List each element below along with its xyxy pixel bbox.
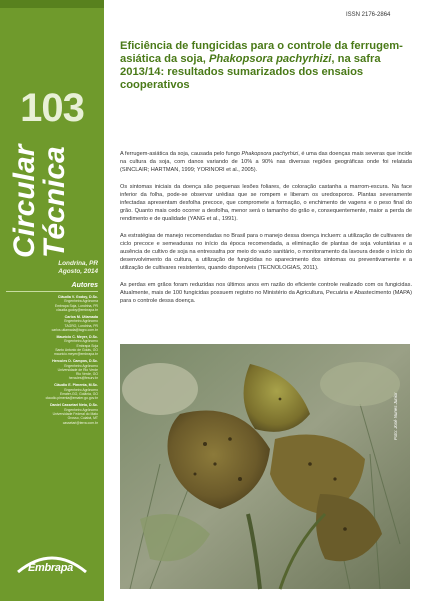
date: Agosto, 2014 xyxy=(58,268,98,275)
author-detail: Engenheiro Agrônomo xyxy=(64,363,98,368)
author-name: Cláudia V. Godoy, D.Sc. xyxy=(57,295,98,299)
embrapa-logo xyxy=(8,548,96,582)
soybean-rust-photo xyxy=(120,344,410,589)
p1-b: , é uma das doenças mais severas que incide na cultura da soja, com danos variando de 10% a 90% nas diversas regiões geográficas onde foi relatada (SINCLAIR; HARTMAN, 1999; YORINORI et al., 2005). xyxy=(120,151,412,174)
author-entry xyxy=(0,295,98,312)
paragraph-1 xyxy=(120,150,412,175)
title-part-2: , na safra 2013/14: resultados sumarizados dos ensaios cooperativos xyxy=(120,53,381,91)
p1-species: Phakopsora pachyrhizi xyxy=(241,151,299,157)
author-detail: mauricio.meyer@embrapa.br xyxy=(54,352,98,357)
author-entry xyxy=(0,403,98,424)
author-entry xyxy=(0,315,98,332)
logo-wordmark: Embrapa xyxy=(28,562,73,574)
document-title xyxy=(120,40,410,92)
author-detail: Universidade de Rio Verde xyxy=(57,367,98,372)
series-title-line-2: Técnica xyxy=(38,146,71,258)
paragraph-2: Os sintomas iniciais da doença são pequenas lesões foliares, de coloração castanha a marrom-escura. Na face inferior da folha, pode-se observar urédias que se rompem e liberam os uredosporos. Plantas severamente infectadas apresentam desfolha precoce, que compromete a formação, o enchimento de vagens e o peso final do grão. Quanto mais cedo ocorrer a desfolha, menor será o tamanho do grão e, consequentemente, maior a perda de rendimento e de qualidade (YANG et al., 1991). xyxy=(120,183,412,223)
authors-list xyxy=(0,295,98,428)
author-detail: Engenheiro Agrônomo xyxy=(64,319,98,324)
authors-heading: Autores xyxy=(71,282,98,289)
publication-number: 103 xyxy=(20,86,84,130)
sidebar xyxy=(0,0,104,601)
author-detail: claudia.godoy@embrapa.br xyxy=(56,307,98,312)
series-title xyxy=(8,140,92,260)
author-detail: Engenheiro Agrônomo xyxy=(64,387,98,392)
author-entry xyxy=(0,383,98,400)
author-detail: hercules@fesurv.br xyxy=(68,376,98,381)
author-detail: Santo Antonio de Goiás, GO xyxy=(55,347,98,352)
author-name: Cláudio E. Pimenta, M.Sc. xyxy=(54,383,98,388)
author-entry xyxy=(0,335,98,356)
author-detail: Engenheiro Agrônomo xyxy=(64,407,98,412)
paragraph-4: As perdas em grãos foram reduzidas nos últimos anos em razão do eficiente controle realizado com os fungicidas. Atualmente, mais de 100 fungicidas possuem registro no Ministério da Agricultura, Pecuária e Abastecimento (MAPA) para o controle dessa doença. xyxy=(120,281,412,305)
series-title-graphic xyxy=(8,140,92,260)
p1-a: A ferrugem-asiática da soja, causada pelo fungo xyxy=(120,151,242,157)
author-name: Maurício C. Meyer, D.Sc. xyxy=(56,335,98,340)
author-detail: Universidade Federal do Mato xyxy=(52,412,98,417)
author-detail: Engenheiro Agrônomo xyxy=(64,339,98,344)
author-detail: TAGRO, Londrina, PR xyxy=(64,323,98,328)
body-text xyxy=(120,150,412,313)
author-detail: carlos.utiamada@tagro.com.br xyxy=(51,327,98,332)
title-species: Phakopsora pachyrhizi xyxy=(208,53,332,65)
author-detail: Embrapa Soja xyxy=(76,343,98,348)
author-detail: claudio.pimenta@emater.go.gov.br xyxy=(45,396,98,401)
photo-credit: Foto: José Nunes Junior xyxy=(393,392,398,440)
issn: ISSN 2176-2864 xyxy=(346,12,391,18)
series-title-line-1: Circular xyxy=(8,144,41,258)
author-detail: Emater-GO, Goiânia, GO xyxy=(59,392,98,397)
author-entry xyxy=(0,359,98,380)
author-name: Carlos M. Utiamada xyxy=(64,315,98,320)
author-detail: Engenheira Agrônoma xyxy=(64,299,98,304)
place-date xyxy=(0,260,98,276)
author-name: Hercules D. Campos, D.Sc. xyxy=(52,359,98,364)
author-detail: Embrapa Soja, Londrina, PR xyxy=(54,303,98,308)
author-detail: Grosso, Cuiabá, MT xyxy=(67,416,98,421)
title-part-1: Eficiência de fungicidas para o controle da ferrugem-asiática da soja, xyxy=(120,40,403,65)
authors-divider xyxy=(6,291,98,292)
leaf-photo-illustration xyxy=(120,344,410,589)
author-detail: Rio Verde, GO xyxy=(75,372,98,377)
author-detail: cassetari@terra.com.br xyxy=(62,420,98,425)
author-name: Daniel Cassetari Neto, D.Sc. xyxy=(50,403,98,408)
place: Londrina, PR xyxy=(58,260,98,267)
paragraph-3: As estratégias de manejo recomendadas no Brasil para o manejo dessa doença incluem: a utilização de cultivares de ciclo precoce e semeaduras no início da época recomendada, a eliminação de plantas de soja voluntárias e a ausência de cultivo de soja na entressafra por meio do vazio sanitário, o monitoramento da lavoura desde o início do desenvolvimento da cultura, a utilização de fungicidas no aparecimento dos sintomas ou preventivamente e a utilização de cultivares resistentes, quando disponíveis (TECNOLOGIAS, 2011). xyxy=(120,232,412,272)
sidebar-top-band xyxy=(0,0,104,8)
